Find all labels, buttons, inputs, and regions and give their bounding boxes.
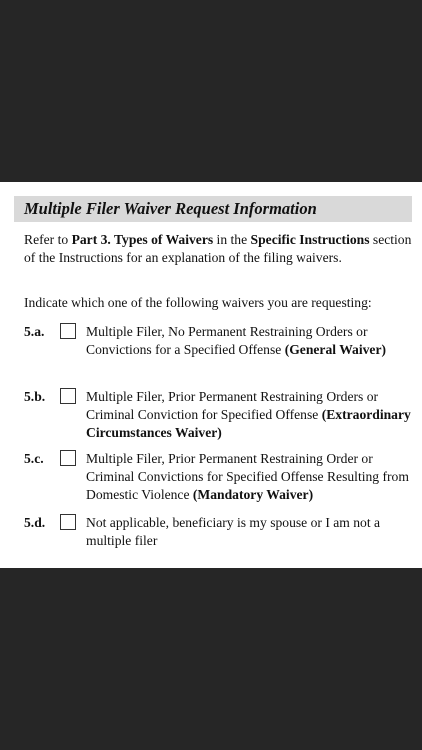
waiver-option-5d [24,514,416,572]
intro-text-3: section of the Instructions for an explanation of the filing waivers. [24,232,412,265]
item-label: Multiple Filer, No Permanent Restraining Orders or Convictions for a Specified Offense [86,324,368,357]
intro-text-2: in the [213,232,251,247]
item-label-bold: (Extraordinary Circumstances Waiver) [86,407,411,440]
section-title: Multiple Filer Waiver Request Information [14,196,412,222]
waiver-option-5a [24,323,416,381]
form-page [0,182,422,568]
checkbox-5c[interactable] [60,450,76,466]
intro-text-1: Refer to [24,232,72,247]
item-label: Multiple Filer, Prior Permanent Restraining Order or Criminal Convictions for Specified Offense Resulting from Domestic Violence [86,451,409,502]
item-text [86,323,414,359]
item-text [86,388,414,442]
item-label-bold: (General Waiver) [284,342,386,357]
item-number: 5.b. [24,389,46,404]
item-number: 5.a. [24,324,45,339]
checkbox-5b[interactable] [60,388,76,404]
item-label: Not applicable, beneficiary is my spouse or I am not a multiple filer [86,515,381,548]
checkbox-5d[interactable] [60,514,76,530]
item-text [86,450,414,504]
item-text [86,514,414,550]
indicate-instruction: Indicate which one of the following waivers you are requesting: [24,295,372,310]
intro-part3-link-text: Part 3. Types of Waivers [71,232,214,247]
waiver-option-5c [24,450,416,508]
item-label-bold: (Mandatory Waiver) [192,487,314,502]
item-number: 5.c. [24,451,44,466]
intro-specific-instructions-text: Specific Instructions [250,232,370,247]
waiver-option-5b [24,388,416,446]
item-label: Multiple Filer, Prior Permanent Restraining Orders or Criminal Conviction for Specified Offense [86,389,379,422]
checkbox-5a[interactable] [60,323,76,339]
intro-paragraph [24,231,414,267]
item-number: 5.d. [24,515,46,530]
